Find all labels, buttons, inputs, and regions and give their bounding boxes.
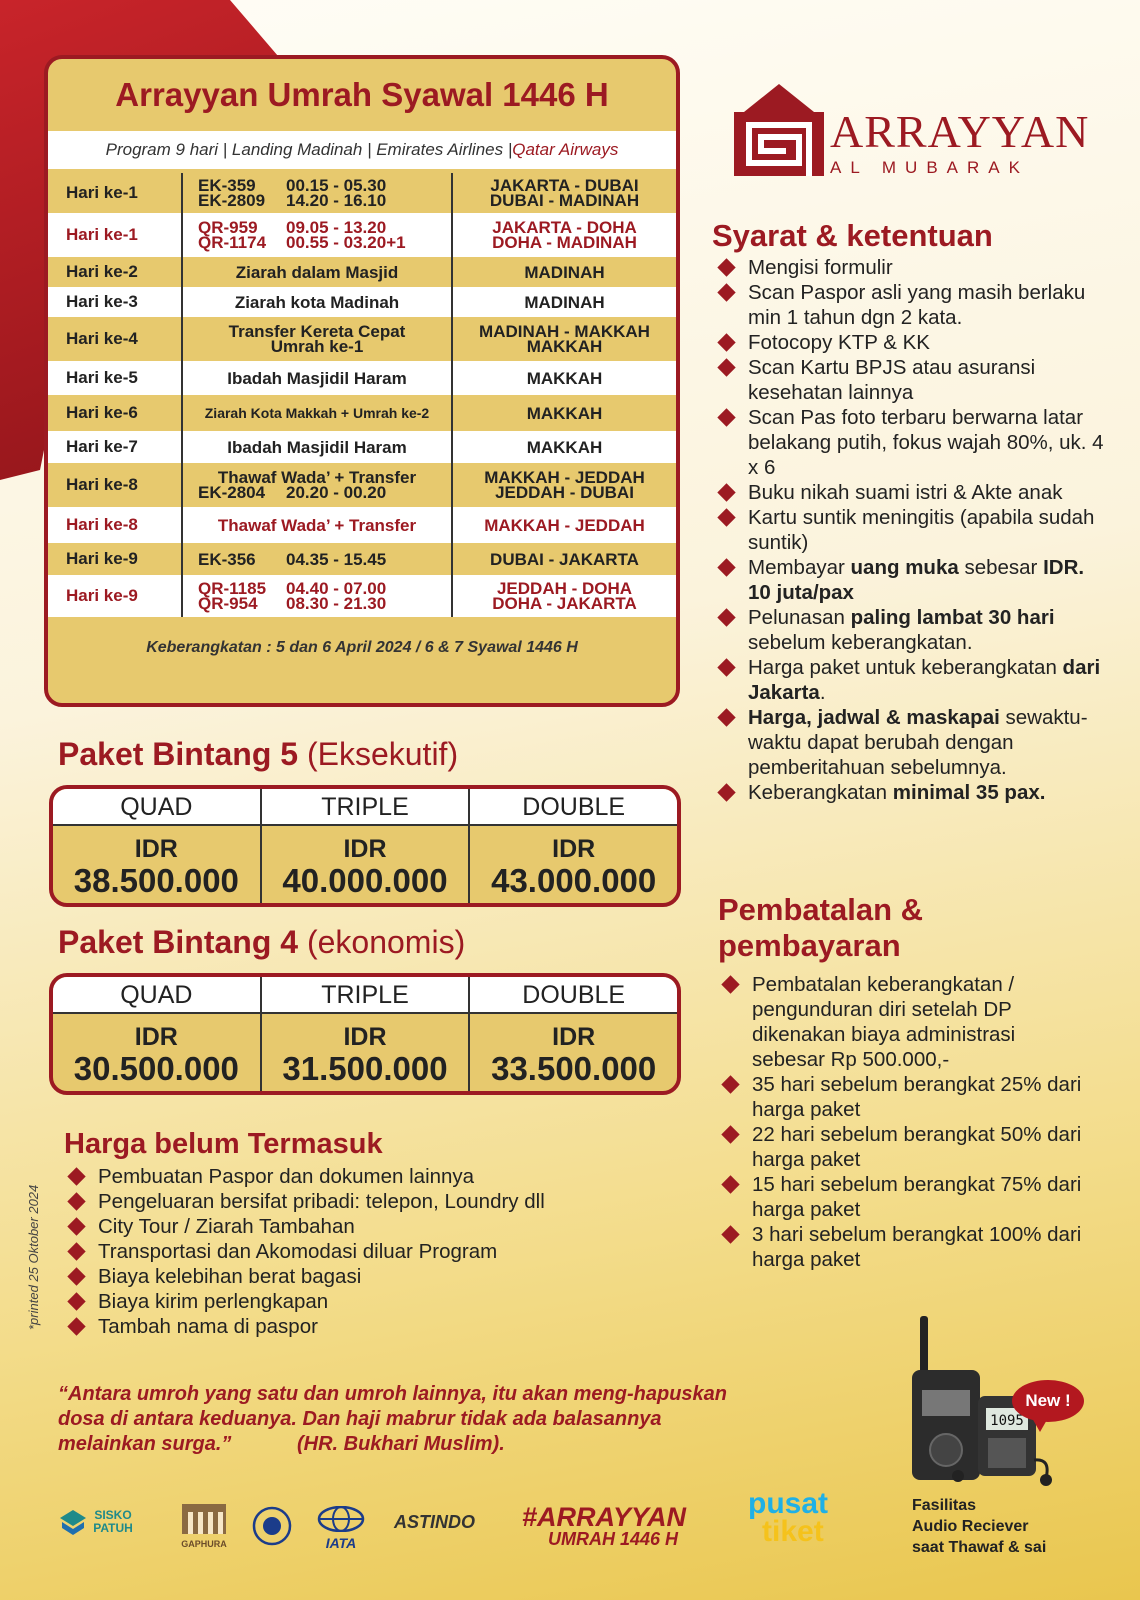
cancellation-item: Pembatalan keberangkatan / pengunduran diri setelah DP dikenakan biaya administrasi sebesar Rp 500.000,-	[720, 972, 1090, 1072]
terms-text: Kartu suntik meningitis (apabila sudah suntik)	[748, 506, 1095, 554]
package5-room-double: DOUBLE	[522, 793, 626, 821]
schedule-route	[452, 361, 676, 395]
schedule-day: Hari ke-8	[66, 515, 138, 534]
brand-tagline: AL MUBARAK	[830, 158, 1029, 177]
schedule-route	[452, 507, 676, 543]
flight-number: QR-1185	[198, 579, 267, 598]
terms-text: IDR. 10 juta/pax	[748, 556, 1085, 604]
schedule-activity	[182, 287, 452, 317]
terms-text: minimal 35 pax.	[892, 781, 1046, 804]
package5-room-quad: QUAD	[53, 789, 262, 824]
route-line: JEDDAH - DUBAI	[495, 483, 634, 502]
excluded-item: City Tour / Ziarah Tambahan	[66, 1214, 706, 1239]
package4-price-double: IDR 33.500.000	[491, 1023, 657, 1087]
flight-number: EK-2804	[198, 483, 266, 502]
activity-line: Umrah ke-1	[270, 337, 364, 356]
package4-heading	[58, 924, 465, 961]
excluded-list	[66, 1164, 706, 1339]
terms-text: Keberangkatan	[748, 781, 893, 804]
activity-line: Ibadah Masjidil Haram	[227, 368, 407, 388]
terms-item	[716, 480, 1106, 505]
quote-text: “Antara umroh yang satu dan umroh lainnya, itu akan meng-hapuskan dosa di antara keduanya. Dan haji mabrur tidak ada balasannya melainkan surga.”	[58, 1383, 728, 1455]
terms-text: paling lambat 30 hari	[850, 606, 1055, 629]
schedule-activity	[182, 575, 452, 617]
terms-text: .	[819, 681, 826, 704]
device-caption-line2: Audio Reciever	[912, 1518, 1029, 1535]
activity-line: Ziarah Kota Makkah + Umrah ke-2	[204, 404, 430, 421]
schedule-activity	[182, 507, 452, 543]
route-line: JAKARTA - DUBAI	[490, 176, 639, 195]
flight-time: 04.40 - 07.00	[286, 579, 387, 598]
terms-text: sewaktu- waktu dapat berubah dengan pemberitahuan sebelumnya.	[748, 706, 1088, 779]
flight-number: EK-2809	[198, 191, 266, 210]
gaphura-logo: GAPHURA	[178, 1500, 230, 1549]
schedule-day: Hari ke-9	[66, 586, 138, 605]
schedule-day: Hari ke-3	[66, 292, 138, 311]
terms-text: Fotocopy KTP & KK	[748, 331, 930, 354]
flight-time: 20.20 - 00.20	[286, 483, 387, 502]
device-caption	[912, 1495, 1046, 1558]
excluded-item: Biaya kirim perlengkapan	[66, 1289, 706, 1314]
pusat-tiket-logo: pusat tiket	[748, 1487, 829, 1548]
hadith-quote	[58, 1382, 758, 1457]
route-line: MAKKAH - JEDDAH	[484, 515, 645, 535]
terms-text: Harga paket untuk keberangkatan	[748, 656, 1063, 679]
schedule-route	[452, 173, 676, 213]
flight-grid	[189, 581, 445, 611]
schedule-row	[48, 431, 676, 463]
package4-room-quad: QUAD	[53, 977, 262, 1012]
flight-number: EK-359	[198, 176, 256, 195]
terms-text: sebesar	[958, 556, 1044, 579]
terms-item	[716, 555, 1106, 605]
excluded-item: Pengeluaran bersifat pribadi: telepon, Loundry dll	[66, 1189, 706, 1214]
schedule-row	[48, 463, 676, 507]
cancellation-item: 3 hari sebelum berangkat 100% dari harga paket	[720, 1222, 1090, 1272]
flight-time: 08.30 - 21.30	[286, 594, 387, 613]
terms-text: Pelunasan	[748, 606, 851, 629]
schedule-activity	[182, 317, 452, 361]
package4-price-quad: IDR 30.500.000	[53, 1014, 262, 1095]
schedule-table	[48, 173, 676, 617]
iata-logo: IATA	[316, 1506, 366, 1551]
schedule-row	[48, 543, 676, 575]
excluded-item: Pembuatan Paspor dan dokumen lainnya	[66, 1164, 706, 1189]
excluded-title: Harga belum Termasuk	[64, 1128, 383, 1160]
terms-text: Buku nikah suami istri & Akte anak	[748, 481, 1063, 504]
cancellation-item: 35 hari sebelum berangkat 25% dari harga paket	[720, 1072, 1090, 1122]
schedule-route	[452, 395, 676, 431]
flight-time: 14.20 - 16.10	[286, 191, 387, 210]
schedule-day: Hari ke-2	[66, 262, 138, 281]
schedule-route	[452, 257, 676, 287]
route-line: DOHA - JAKARTA	[492, 594, 637, 613]
schedule-route	[452, 431, 676, 463]
hashtag-logo: #ARRAYYAN UMRAH 1446 H	[522, 1502, 687, 1549]
cancellation-title	[718, 892, 923, 964]
route-line: DUBAI - JAKARTA	[490, 549, 639, 569]
schedule-route	[452, 213, 676, 257]
schedule-day: Hari ke-8	[66, 475, 138, 494]
flight-number: QR-959	[198, 218, 258, 237]
terms-item	[716, 330, 1106, 355]
route-line: MAKKAH	[526, 337, 603, 356]
route-line: MAKKAH - JEDDAH	[484, 468, 645, 487]
terms-item	[716, 655, 1106, 705]
schedule-route	[452, 575, 676, 617]
route-line: MADINAH - MAKKAH	[479, 322, 650, 341]
terms-item	[716, 605, 1106, 655]
departure-note: Keberangkatan : 5 dan 6 April 2024 / 6 & 7 Syawal 1446 H	[146, 639, 578, 656]
route-line: MAKKAH	[526, 437, 603, 457]
schedule-day: Hari ke-5	[66, 368, 138, 387]
schedule-panel	[44, 55, 680, 707]
svg-text:1095: 1095	[990, 1413, 1024, 1429]
schedule-activity	[182, 431, 452, 463]
route-line: MAKKAH	[526, 403, 603, 423]
schedule-day: Hari ke-4	[66, 329, 138, 348]
package5-subtitle: (Eksekutif)	[306, 736, 459, 772]
flight-time: 09.05 - 13.20	[286, 218, 387, 237]
flight-time: 00.55 - 03.20+1	[286, 233, 406, 252]
package5-title: Paket Bintang 5	[58, 736, 299, 772]
cancellation-title-line2: pembayaran	[718, 928, 901, 963]
route-line: MADINAH	[524, 292, 605, 312]
route-line: MAKKAH	[526, 368, 603, 388]
schedule-row	[48, 257, 676, 287]
schedule-activity	[182, 257, 452, 287]
terms-item	[716, 780, 1106, 805]
terms-text: Scan Kartu BPJS atau asuransi kesehatan lainnya	[748, 356, 1036, 404]
schedule-row	[48, 395, 676, 431]
route-line: MADINAH	[524, 262, 605, 282]
terms-text: dari Jakarta	[748, 656, 1101, 704]
package4-price-table	[49, 973, 681, 1095]
cancellation-item: 22 hari sebelum berangkat 50% dari harga paket	[720, 1122, 1090, 1172]
package4-price-triple: IDR 31.500.000	[262, 1014, 471, 1095]
terms-item	[716, 280, 1106, 330]
kufic-logo-icon	[734, 84, 824, 176]
schedule-activity	[182, 173, 452, 213]
terms-item	[716, 405, 1106, 480]
terms-text: Scan Paspor asli yang masih berlaku min 1 tahun dgn 2 kata.	[748, 281, 1086, 329]
schedule-row	[48, 507, 676, 543]
terms-text: sebelum keberangkatan.	[748, 631, 973, 654]
schedule-row	[48, 173, 676, 213]
globe-icon	[316, 1506, 366, 1532]
flight-time: 00.15 - 05.30	[286, 176, 387, 195]
package4-subtitle: (ekonomis)	[306, 924, 466, 960]
schedule-row	[48, 317, 676, 361]
schedule-day: Hari ke-1	[66, 183, 138, 202]
schedule-route	[452, 287, 676, 317]
ministry-seal-icon	[252, 1506, 292, 1546]
device-caption-line1: Fasilitas	[912, 1497, 977, 1514]
package4-room-double: DOUBLE	[522, 981, 626, 1009]
flight-grid	[189, 549, 445, 569]
schedule-activity	[182, 463, 452, 507]
route-line: DOHA - MADINAH	[492, 233, 637, 252]
schedule-route	[452, 543, 676, 575]
subtitle-qatar: Qatar Airways	[512, 140, 619, 159]
activity-line: Ziarah dalam Masjid	[235, 262, 399, 282]
terms-list	[716, 255, 1106, 805]
printed-note: *printed 25 Oktober 2024	[26, 1184, 41, 1330]
terms-item	[716, 355, 1106, 405]
terms-text: Mengisi formulir	[748, 256, 893, 279]
schedule-row	[48, 361, 676, 395]
terms-title: Syarat & ketentuan	[712, 218, 993, 253]
schedule-activity	[182, 395, 452, 431]
route-line: JAKARTA - DOHA	[492, 218, 637, 237]
schedule-title: Arrayyan Umrah Syawal 1446 H	[115, 76, 609, 113]
activity-line: Thawaf Wada’ + Transfer	[217, 468, 417, 487]
sisko-icon	[58, 1508, 88, 1536]
terms-text: uang muka	[850, 556, 959, 579]
brand-logo-text	[830, 106, 1090, 178]
flight-grid	[189, 178, 445, 208]
terms-text: Membayar	[748, 556, 851, 579]
schedule-day: Hari ke-6	[66, 403, 138, 422]
astindo-logo: ASTINDO	[394, 1512, 475, 1532]
package5-room-triple: TRIPLE	[262, 789, 471, 824]
schedule-day: Hari ke-7	[66, 437, 138, 456]
package5-price-double: IDR 43.000.000	[491, 835, 657, 899]
flight-number: QR-954	[198, 594, 258, 613]
subtitle-main: Program 9 hari | Landing Madinah | Emirates Airlines |	[105, 140, 513, 159]
package5-price-table	[49, 785, 681, 907]
schedule-route	[452, 317, 676, 361]
package5-price-quad: IDR 38.500.000	[53, 826, 262, 907]
schedule-day: Hari ke-9	[66, 549, 138, 568]
route-line: JEDDAH - DOHA	[496, 579, 633, 598]
terms-text: Harga, jadwal & maskapai	[748, 706, 1000, 729]
package5-price-triple: IDR 40.000.000	[262, 826, 471, 907]
device-caption-line3: saat Thawaf & sai	[912, 1539, 1047, 1556]
excluded-item: Biaya kelebihan berat bagasi	[66, 1264, 706, 1289]
excluded-item: Transportasi dan Akomodasi diluar Program	[66, 1239, 706, 1264]
terms-item	[716, 705, 1106, 780]
terms-text: Scan Pas foto terbaru berwarna latar belakang putih, fokus wajah 80%, uk. 4 x 6	[748, 406, 1104, 479]
schedule-activity	[182, 543, 452, 575]
cancellation-title-line1: Pembatalan &	[718, 892, 924, 927]
quote-source: (HR. Bukhari Muslim).	[296, 1433, 505, 1455]
schedule-route	[452, 463, 676, 507]
cancellation-list	[720, 972, 1090, 1272]
cancellation-item: 15 hari sebelum berangkat 75% dari harga paket	[720, 1172, 1090, 1222]
schedule-activity	[182, 213, 452, 257]
schedule-row	[48, 287, 676, 317]
flight-grid	[189, 485, 445, 500]
brand-name: ARRAYYAN	[830, 106, 1090, 157]
schedule-row	[48, 213, 676, 257]
activity-line: Ziarah kota Madinah	[234, 292, 400, 312]
flight-number: QR-1174	[198, 233, 267, 252]
route-line: DUBAI - MADINAH	[489, 191, 640, 210]
schedule-row	[48, 575, 676, 617]
sisko-patuh-logo: SISKO PATUH	[58, 1508, 135, 1536]
terms-item	[716, 505, 1106, 555]
package5-heading	[58, 736, 458, 773]
new-badge: New !	[1012, 1380, 1084, 1422]
schedule-subtitle	[48, 131, 676, 169]
activity-line: Thawaf Wada’ + Transfer	[217, 515, 417, 535]
flight-number: EK-356	[198, 549, 256, 569]
activity-line: Transfer Kereta Cepat	[228, 322, 406, 341]
excluded-item: Tambah nama di paspor	[66, 1314, 706, 1339]
schedule-day: Hari ke-1	[66, 225, 138, 244]
activity-line: Ibadah Masjidil Haram	[227, 437, 407, 457]
flight-grid	[189, 220, 445, 250]
schedule-activity	[182, 361, 452, 395]
flight-time: 04.35 - 15.45	[286, 549, 387, 569]
gaphura-icon	[180, 1500, 228, 1536]
package4-title: Paket Bintang 4	[58, 924, 299, 960]
terms-item	[716, 255, 1106, 280]
package4-room-triple: TRIPLE	[262, 977, 471, 1012]
